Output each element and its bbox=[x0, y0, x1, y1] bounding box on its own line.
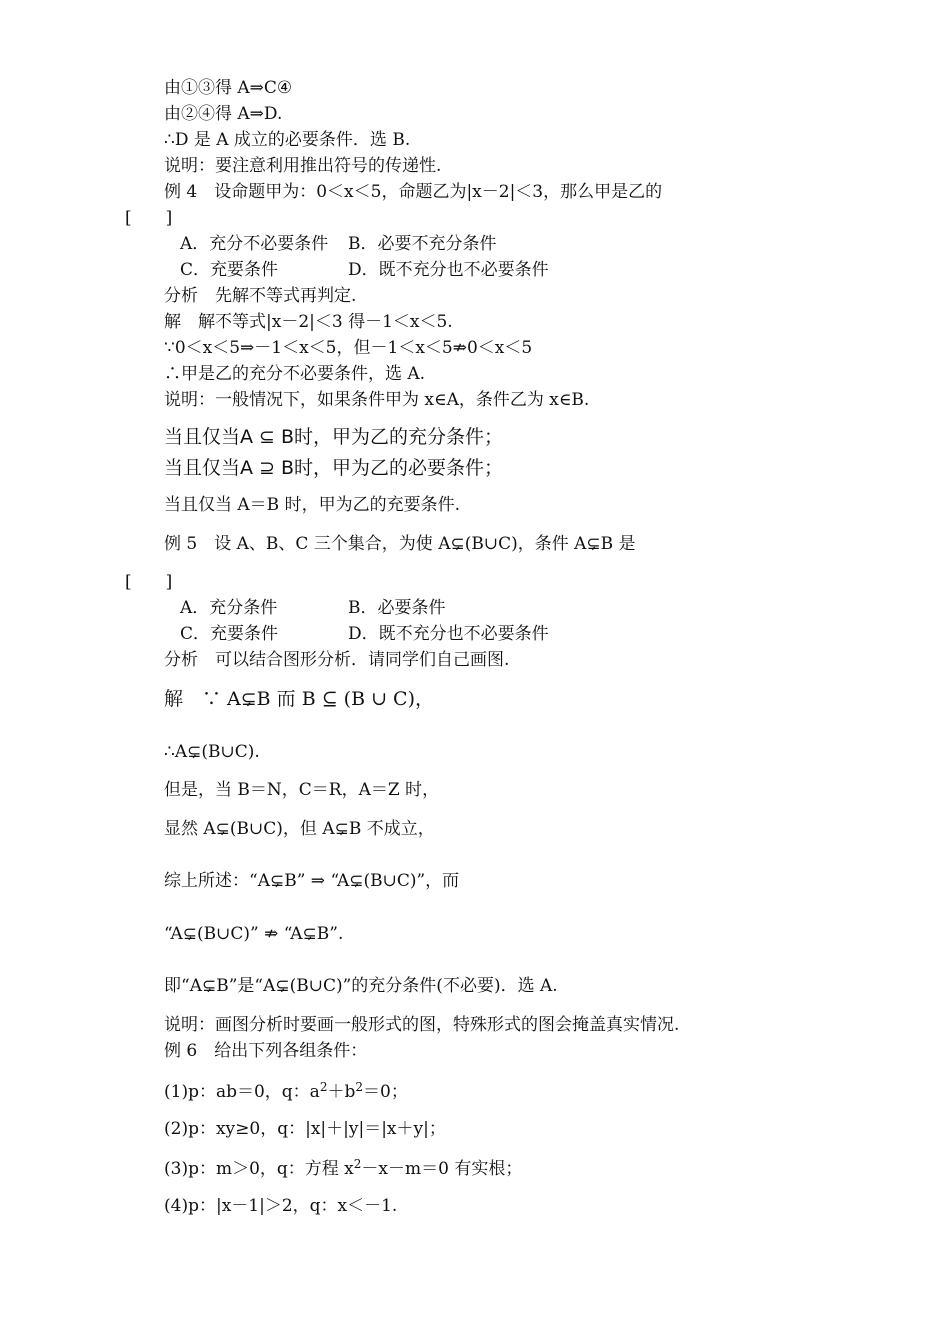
text-line: 由①③得 A⇒C④ bbox=[164, 78, 293, 98]
text-line: ∴甲是乙的充分不必要条件，选 A. bbox=[164, 364, 426, 384]
example-5-heading: 例 5 设 A、B、C 三个集合，为使 A⊊(B∪C)，条件 A⊊B 是 bbox=[164, 534, 636, 554]
condition-1-part: ＝0； bbox=[363, 1082, 408, 1102]
condition-1-part: ＋b bbox=[327, 1082, 356, 1102]
text-line: 分析 先解不等式再判定. bbox=[164, 286, 357, 306]
text-line: 解 ∵ A⊊B 而 B ⊆ (B ∪ C)， bbox=[164, 688, 435, 710]
condition-3-part: (3)p：m＞0，q：方程 x bbox=[164, 1159, 354, 1179]
text-line: 但是，当 B＝N，C＝R，A＝Z 时， bbox=[164, 780, 440, 800]
exponent: 2 bbox=[355, 1080, 363, 1094]
option-c: C．充要条件 bbox=[180, 624, 279, 644]
condition-3-part: －x－m＝0 有实根； bbox=[361, 1159, 523, 1179]
text-line: 当且仅当A ⊇ B时，甲为乙的必要条件； bbox=[164, 457, 504, 479]
option-b: B．必要不充分条件 bbox=[348, 234, 497, 254]
condition-2: (2)p：xy≥0，q：|x|＋|y|＝|x＋y|； bbox=[164, 1119, 446, 1139]
text-line: 分析 可以结合图形分析．请同学们自己画图. bbox=[164, 650, 510, 670]
text-line: 显然 A⊊(B∪C)，但 A⊊B 不成立， bbox=[164, 819, 435, 839]
exponent: 2 bbox=[319, 1080, 328, 1094]
text-line: ∴D 是 A 成立的必要条件．选 B. bbox=[164, 130, 411, 150]
text-line: 即“A⊊B”是“A⊊(B∪C)”的充分条件(不必要)．选 A. bbox=[164, 976, 558, 996]
condition-1 bbox=[164, 1081, 408, 1103]
example-4-heading: 例 4 设命题甲为：0＜x＜5，命题乙为|x－2|＜3，那么甲是乙的 bbox=[164, 182, 663, 202]
option-a: A．充分不必要条件 bbox=[180, 234, 329, 254]
answer-bracket: [ ] bbox=[125, 572, 173, 592]
option-b: B．必要条件 bbox=[348, 598, 446, 618]
text-line: ∴A⊊(B∪C). bbox=[164, 742, 260, 762]
condition-4: (4)p：|x－1|＞2，q：x＜－1. bbox=[164, 1196, 398, 1216]
example-6-heading: 例 6 给出下列各组条件： bbox=[164, 1041, 368, 1061]
condition-3 bbox=[164, 1158, 522, 1180]
answer-bracket: [ ] bbox=[125, 208, 173, 228]
text-line: 说明：画图分析时要画一般形式的图，特殊形式的图会掩盖真实情况. bbox=[164, 1015, 680, 1035]
text-line: ∵0＜x＜5⇒－1＜x＜5，但－1＜x＜5⇏0＜x＜5 bbox=[164, 338, 533, 358]
exponent: 2 bbox=[353, 1157, 362, 1171]
text-line: 由②④得 A⇒D. bbox=[164, 104, 283, 124]
condition-1-part: (1)p：ab＝0，q：a bbox=[164, 1082, 320, 1102]
text-line: 综上所述：“A⊊B” ⇒ “A⊊(B∪C)”，而 bbox=[164, 871, 460, 891]
option-a: A．充分条件 bbox=[180, 598, 278, 618]
option-c: C．充要条件 bbox=[180, 260, 279, 280]
option-d: D．既不充分也不必要条件 bbox=[348, 624, 549, 644]
text-line: 当且仅当 A＝B 时，甲为乙的充要条件. bbox=[164, 495, 460, 515]
text-line: “A⊊(B∪C)” ⇏ “A⊊B”. bbox=[164, 924, 344, 944]
option-d: D．既不充分也不必要条件 bbox=[348, 260, 549, 280]
text-line: 说明：一般情况下，如果条件甲为 x∈A，条件乙为 x∈B. bbox=[164, 390, 590, 410]
text-line: 说明：要注意利用推出符号的传递性. bbox=[164, 156, 442, 176]
text-line: 当且仅当A ⊆ B时，甲为乙的充分条件； bbox=[164, 426, 504, 448]
text-line: 解 解不等式|x－2|＜3 得－1＜x＜5. bbox=[164, 312, 453, 332]
